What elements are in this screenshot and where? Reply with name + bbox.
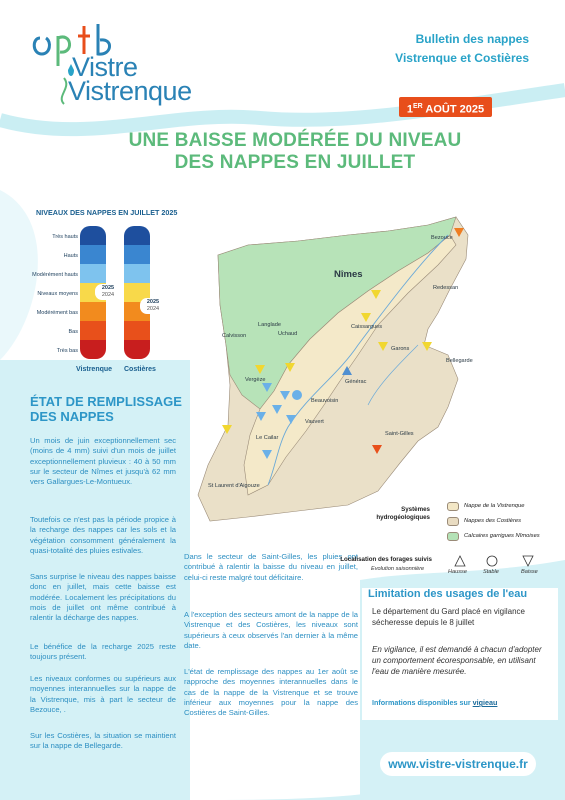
- legend-trend-label: Baisse: [521, 569, 538, 575]
- paragraph: Les niveaux conformes ou supérieurs aux moyennes interannuelles sur la nappe de la Vistrenque, mis à part le secteur de Bezouce, .: [30, 674, 176, 714]
- logo-word-vistre: Vistre: [72, 52, 138, 82]
- baisse-icon: [523, 556, 533, 566]
- paragraph: L'état de remplissage des nappes au 1er août se rapproche des moyennes interannuelles dans le cas de la nappe de la Vistrenque et se trouve inférieur aux moyennes pour la nappe des Costières de Saint-Gilles.: [184, 667, 358, 718]
- gauge-level-cell: [80, 226, 106, 245]
- gauge-level-cell: [80, 302, 106, 321]
- legend-systems-title-1: Systèmes: [401, 506, 430, 513]
- legend-forages-title: Localisation des forages suivis: [340, 556, 432, 563]
- info-paragraph: Le département du Gard placé en vigilance sécheresse depuis le 8 juillet: [372, 607, 525, 627]
- level-labels: [20, 226, 78, 359]
- map-label: Le Cailar: [256, 435, 279, 441]
- gauge-level-cell: [80, 340, 106, 359]
- legend-trend-label: Stable: [483, 569, 499, 575]
- gauge-title: NIVEAUX DES NAPPES EN JUILLET 2025: [36, 208, 178, 217]
- headline-line-1: UNE BAISSE MODÉRÉE DU NIVEAU: [128, 130, 462, 151]
- map-label: St Laurent d'Aigouze: [208, 483, 260, 489]
- bulletin-line-1: Bulletin des nappes: [415, 32, 529, 46]
- gauge-level-cell: [124, 321, 150, 340]
- year-marker-vistrenque: [95, 284, 121, 300]
- map-label: Saint-Gilles: [385, 431, 414, 437]
- hausse-icon: [455, 556, 465, 566]
- gauge-level-cell: [124, 245, 150, 264]
- info-title: Limitation des usages de l'eau: [368, 588, 528, 600]
- date-rest: AOÛT 2025: [422, 103, 485, 116]
- level-label: Bas: [68, 329, 78, 335]
- paragraph: Sur les Costières, la situation se maintient sur la nappe de Bellegarde.: [30, 731, 176, 751]
- legend-trend-symbols: [450, 553, 540, 569]
- map-label: Générac: [345, 379, 367, 385]
- legend-swatch: [447, 517, 459, 526]
- map-label: Bezouce: [431, 235, 453, 241]
- year-current: 2025: [101, 285, 115, 291]
- map-label: Beauvoisin: [311, 398, 339, 404]
- map-label: Redessan: [433, 285, 459, 291]
- date-badge: [399, 97, 492, 117]
- gauge-level-cell: [124, 264, 150, 283]
- map-label: Uchaud: [278, 331, 298, 337]
- paragraph: Le bénéfice de la recharge 2025 reste toujours présent.: [30, 642, 176, 662]
- headline: [110, 130, 480, 174]
- level-label: Modérément bas: [36, 310, 78, 316]
- legend-swatch: [447, 532, 459, 541]
- map-label: Vergèze: [245, 377, 266, 383]
- headline-line-2: DES NAPPES EN JUILLET: [174, 152, 416, 173]
- gauge-bar-costieres: [124, 226, 150, 359]
- marker-stable: [292, 390, 302, 400]
- gauge-name-vistrenque: Vistrenque: [76, 366, 113, 373]
- legend-systems-title-2: hydrogéologiques: [376, 514, 430, 521]
- map: [188, 195, 565, 540]
- level-label: Niveaux moyens: [37, 291, 78, 297]
- legend-swatch: [447, 502, 459, 511]
- map-label: Vauvert: [305, 419, 324, 425]
- vigieau-link[interactable]: vigieau: [472, 698, 498, 707]
- legend-forages-subtitle: Evolution saisonnière: [371, 566, 425, 572]
- map-label: Garons: [391, 346, 410, 352]
- paragraph: Un mois de juin exceptionnellement sec (moins de 4 mm) suivi d'un mois de juillet exceptionnellement pluvieux : 40 à 50 mm sur le secteur de Nîmes et jusqu'à 62 mm vers Gallargues-Le-Montueux.: [30, 436, 176, 487]
- section-title-line-2: DES NAPPES: [30, 409, 114, 424]
- legend-systems-title: [352, 506, 430, 522]
- map-label: Calvisson: [222, 333, 247, 339]
- paragraph: Sans surprise le niveau des nappes baisse donc en juillet, mais cette baisse est modérée. Localement les précipitations du mois de juillet ont même contribué à ralentir la décharge des nappes.: [30, 572, 176, 623]
- gauge-level-cell: [80, 264, 106, 283]
- date-sup: ER: [413, 103, 423, 110]
- logo: [28, 18, 218, 110]
- logo-word-vistrenque: Vistrenque: [68, 76, 192, 106]
- info-paragraph: En vigilance, il est demandé à chacun d'adopter un comportement écoresponsable, en utilisant l'eau de manière mesurée.: [372, 645, 542, 676]
- info-box: [362, 588, 558, 720]
- date-day: 1: [406, 103, 414, 116]
- map-label: Bellegarde: [446, 358, 473, 364]
- level-label: Très hauts: [52, 234, 78, 240]
- section-title-line-1: ÉTAT DE REMPLISSAGE: [30, 394, 182, 409]
- legend-item: Nappes des Costières: [464, 518, 522, 524]
- legend-item: Calcaires garrigues Nîmoises: [464, 533, 540, 539]
- paragraph: Dans le secteur de Saint-Gilles, les pluies ont contribué à ralentir la baisse du niveau en juillet, celui-ci reste malgré tout déficitaire.: [184, 552, 358, 582]
- website-link[interactable]: www.vistre-vistrenque.fr: [380, 752, 536, 776]
- info-link-text: Informations disponibles sur: [372, 698, 473, 707]
- bulletin-title: [395, 30, 529, 68]
- gauge-level-cell: [80, 245, 106, 264]
- bulletin-line-2: Vistrenque et Costières: [395, 51, 529, 65]
- paragraph: A l'exception des secteurs amont de la nappe de la Vistrenque et des Costières, les niveaux sont supérieurs à ceux observés l'an dernier à la même date.: [184, 610, 358, 650]
- level-label: Hauts: [63, 253, 78, 259]
- section-title: [30, 394, 190, 424]
- gauge-level-cell: [124, 226, 150, 245]
- map-label: Nîmes: [334, 269, 363, 280]
- level-label: Modérément hauts: [32, 272, 78, 278]
- map-label: Langlade: [258, 322, 282, 328]
- year-previous: 2024: [101, 292, 115, 298]
- legend-trend-label: Hausse: [448, 569, 467, 575]
- gauge-level-cell: [80, 321, 106, 340]
- level-label: Très bas: [56, 348, 78, 354]
- stable-icon: [487, 556, 497, 566]
- year-marker-costieres: [140, 298, 166, 314]
- year-current: 2025: [146, 299, 160, 305]
- gauge-level-cell: [124, 340, 150, 359]
- paragraph: Toutefois ce n'est pas la période propice à la recharge des nappes car les sols et la végétation consomment généralement la quasi-totalité des pluies estivales.: [30, 515, 176, 555]
- gauge-name-costieres: Costières: [124, 366, 156, 373]
- legend-item: Nappe de la Vistrenque: [464, 503, 525, 509]
- year-previous: 2024: [146, 306, 160, 312]
- map-label: Caissargues: [351, 324, 383, 330]
- info-link-line: [372, 698, 497, 707]
